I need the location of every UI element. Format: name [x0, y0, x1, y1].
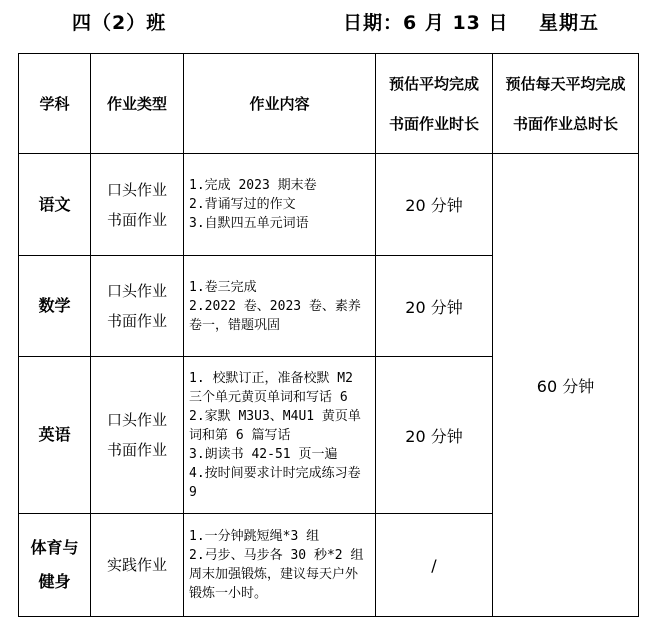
- header-avg-time: [376, 54, 493, 154]
- header-type: 作业类型: [91, 54, 184, 154]
- content-line: 周末加强锻炼，建议每天户外锻炼一小时。: [189, 567, 359, 601]
- subject-label: 语文: [38, 194, 71, 214]
- content-line: 1.完成 2023 期末卷: [189, 178, 317, 193]
- content-line: 4.按时间要求计时完成练习卷 9: [189, 465, 361, 500]
- header-avg-time-line1: 预估平均完成: [388, 74, 479, 93]
- content-line: 1. 校默订正，准备校默 M2 三个单元黄页单词和写话 6: [189, 370, 353, 405]
- type-cell: [91, 514, 184, 617]
- date-title: 日期：6 月 13 日 星期五: [343, 12, 599, 34]
- subject-cell: [19, 357, 91, 514]
- content-line: 1.卷三完成: [189, 279, 257, 295]
- type-cell: [91, 357, 184, 514]
- content-cell: [184, 256, 376, 357]
- avg-time-cell: 20 分钟: [376, 154, 493, 256]
- subject-label: 英语: [38, 425, 71, 444]
- subject-label-line1: 体育与: [30, 538, 79, 557]
- content-line: 1.一分钟跳短绳*3 组: [189, 529, 320, 544]
- subject-cell: [19, 514, 91, 617]
- content-cell: [184, 357, 376, 514]
- header-row: [19, 54, 639, 154]
- subject-cell: [19, 154, 91, 256]
- type-line2: 书面作业: [106, 312, 167, 330]
- type-cell: [91, 256, 184, 357]
- type-line2: 书面作业: [106, 210, 167, 229]
- page-header: [0, 0, 651, 44]
- content-line: 2.弓步、马步各 30 秒*2 组: [189, 548, 364, 563]
- avg-time-cell: /: [376, 514, 493, 617]
- type-line1: 实践作业: [106, 556, 167, 574]
- header-content: 作业内容: [184, 54, 376, 154]
- content-line: 2.背诵写过的作文: [189, 197, 296, 212]
- subject-label: 数学: [38, 296, 71, 315]
- type-line2: 书面作业: [106, 441, 167, 459]
- header-total-time-line1: 预估每天平均完成: [505, 74, 626, 93]
- content-cell: [184, 514, 376, 617]
- homework-table: [18, 53, 639, 617]
- class-title: 四（2）班: [72, 12, 167, 34]
- type-line1: 口头作业: [106, 180, 167, 199]
- header-total-time: [493, 54, 639, 154]
- type-cell: [91, 154, 184, 256]
- content-line: 2.2022 卷、2023 卷、素养卷一，错题巩固: [189, 298, 361, 333]
- content-line: 3.自默四五单元词语: [189, 216, 309, 231]
- header-total-time-line2: 书面作业总时长: [512, 114, 618, 133]
- table-row: [19, 154, 639, 256]
- subject-label-line2: 健身: [38, 572, 71, 591]
- subject-cell: [19, 256, 91, 357]
- content-cell: [184, 154, 376, 256]
- content-line: 3.朗读书 42-51 页一遍: [189, 446, 338, 462]
- total-time-cell: 60 分钟: [493, 154, 639, 617]
- type-line1: 口头作业: [106, 411, 167, 429]
- content-line: 2.家默 M3U3、M4U1 黄页单词和第 6 篇写话: [189, 408, 361, 443]
- avg-time-cell: 20 分钟: [376, 256, 493, 357]
- header-subject: 学科: [19, 54, 91, 154]
- type-line1: 口头作业: [106, 282, 167, 300]
- header-avg-time-line2: 书面作业时长: [388, 114, 479, 133]
- avg-time-cell: 20 分钟: [376, 357, 493, 514]
